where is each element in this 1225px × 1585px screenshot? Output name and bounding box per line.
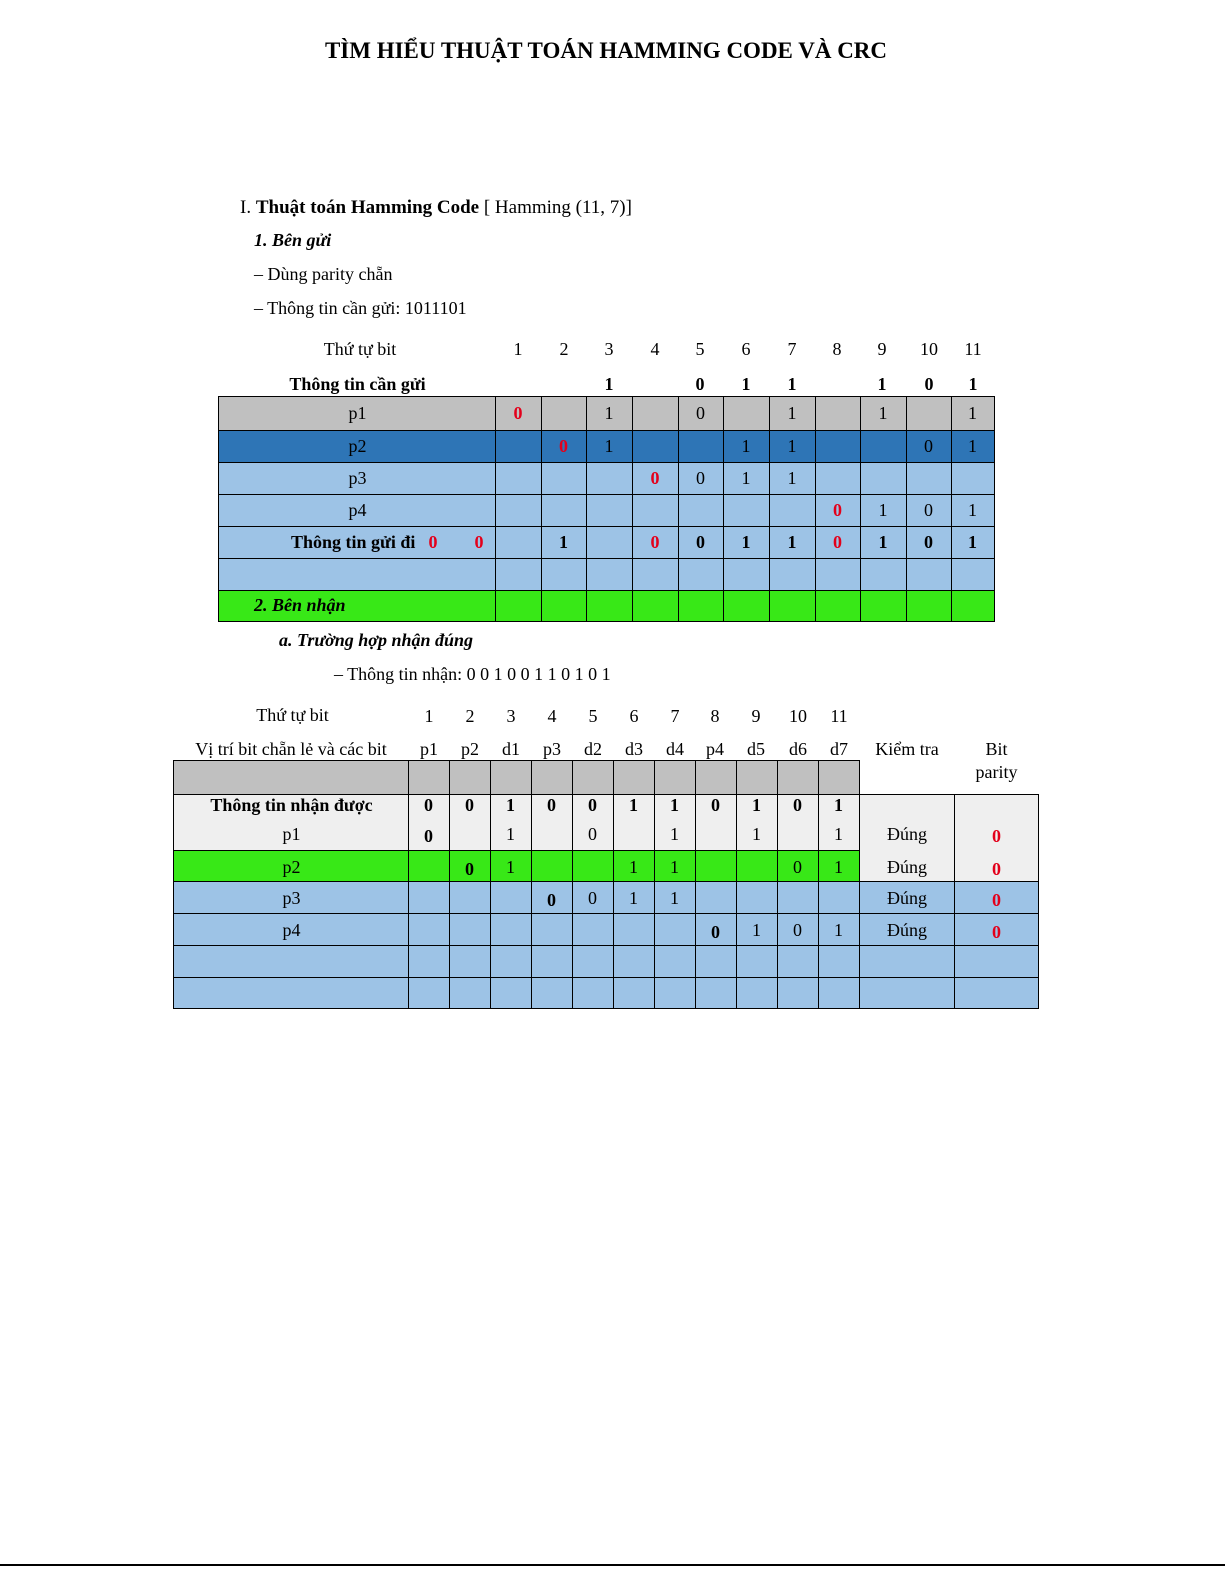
bit-role-label: Vị trí bit chẵn lẻ và các bit: [195, 739, 387, 759]
grid-line-v: [815, 396, 816, 622]
received-bit: 1: [670, 795, 679, 815]
grid-line-v: [613, 760, 614, 1009]
received-bit: 1: [506, 795, 515, 815]
parity-bit: 0: [465, 859, 474, 879]
grid-line-v: [906, 396, 907, 622]
grid-line-h: [218, 494, 995, 495]
grid-line-v: [541, 396, 542, 622]
info-bit: 0: [924, 374, 934, 394]
received-label: Thông tin nhận được: [210, 795, 373, 815]
grid-line-v: [769, 396, 770, 622]
check-result: Đúng: [887, 857, 927, 877]
data-bit: 1: [834, 824, 843, 844]
grid-line-v: [860, 396, 861, 622]
grid-line-h: [218, 621, 995, 622]
received-bit: 0: [793, 795, 802, 815]
section-heading: [240, 197, 632, 219]
bullet-received: – Thông tin nhận: 0 0 1 0 0 1 1 0 1 0 1: [334, 664, 611, 684]
bit-role: d3: [625, 739, 643, 759]
bit-order-label: Thứ tự bit: [256, 705, 329, 725]
parity-bit: 0: [513, 403, 523, 423]
grid-line-v: [495, 396, 496, 622]
parity-row-label: p2: [348, 436, 367, 456]
sent-bit: 1: [741, 532, 751, 552]
data-bit: 1: [787, 468, 797, 488]
parity-bit: 0: [547, 890, 556, 910]
check-result: Đúng: [887, 888, 927, 908]
bit-role: d7: [830, 739, 848, 759]
data-bit: 0: [696, 468, 705, 488]
grid-line-v: [490, 760, 491, 1009]
roles-row-bg: [173, 760, 859, 795]
sent-info-label: Thông tin gửi đi: [291, 532, 416, 552]
received-bit: 1: [629, 795, 638, 815]
sent-bit: 0: [833, 532, 842, 552]
bit-position: 10: [789, 706, 807, 726]
bit-position: 6: [741, 339, 751, 359]
grid-line-v: [678, 396, 679, 622]
bit-position: 1: [513, 339, 523, 359]
grid-line-h: [218, 590, 995, 591]
grid-line-h: [218, 462, 995, 463]
sent-bit: 1: [968, 532, 977, 552]
data-bit: 1: [968, 436, 977, 456]
bit-position: 5: [588, 706, 598, 726]
bit-role: d1: [502, 739, 520, 759]
grid-line-v: [859, 760, 860, 1009]
sent-bit: 0: [696, 532, 705, 552]
parity-header: parity: [975, 762, 1018, 782]
info-bit: 1: [741, 374, 751, 394]
parity-row-label: p4: [282, 920, 301, 940]
data-bit: 0: [793, 857, 802, 877]
parity-result: 0: [992, 890, 1001, 910]
subheading-sender: 1. Bên gửi: [254, 230, 332, 250]
data-bit: 1: [604, 436, 614, 456]
check-result: Đúng: [887, 920, 927, 940]
grid-line-v: [994, 396, 995, 622]
data-bit: 0: [588, 824, 597, 844]
data-bit: 1: [506, 824, 515, 844]
page-bottom-rule: [0, 1564, 1225, 1566]
parity-row-label: p3: [282, 888, 301, 908]
data-bit: 1: [629, 888, 638, 908]
data-bit: 1: [752, 920, 761, 940]
sent-bit: 1: [559, 532, 568, 552]
data-bit: 1: [968, 403, 977, 423]
grid-line-h: [218, 526, 995, 527]
sent-bit: 1: [787, 532, 797, 552]
bit-position: 3: [604, 339, 614, 359]
data-bit: 1: [752, 824, 761, 844]
grid-line-h: [173, 760, 860, 761]
data-bit: 1: [878, 403, 888, 423]
data-bit: 1: [787, 436, 797, 456]
bit-position: 10: [920, 339, 938, 359]
info-bit: 1: [787, 374, 797, 394]
parity-result: 0: [992, 922, 1001, 942]
grid-line-h: [173, 1008, 1039, 1009]
data-bit: 0: [793, 920, 802, 940]
parity-bit: 0: [711, 922, 720, 942]
parity-bit: 0: [559, 436, 568, 456]
bit-position: 3: [506, 706, 516, 726]
bit-position: 5: [695, 339, 705, 359]
sent-bit: 0: [650, 532, 660, 552]
received-bit: 0: [465, 795, 474, 815]
grid-line-h: [218, 558, 995, 559]
data-bit: 1: [604, 403, 614, 423]
grid-line-v: [586, 396, 587, 622]
bit-position: 7: [670, 706, 680, 726]
section-title: Thuật toán Hamming Code: [255, 197, 480, 218]
bit-role: p1: [420, 739, 438, 759]
data-bit: 1: [741, 436, 751, 456]
info-bit: 1: [968, 374, 978, 394]
bit-role: p2: [461, 739, 479, 759]
bit-role: d2: [584, 739, 602, 759]
bit-position: 8: [832, 339, 842, 359]
data-bit: 1: [968, 500, 977, 520]
grid-line-v: [218, 396, 219, 622]
grid-line-v: [695, 760, 696, 1009]
parity-row-label: p2: [282, 857, 301, 877]
parity-header: Bit: [985, 739, 1008, 759]
grid-line-h: [173, 850, 860, 851]
received-bit: 0: [424, 795, 433, 815]
parity-row-label: p1: [282, 824, 301, 844]
data-bit: 0: [924, 500, 933, 520]
received-bit: 0: [547, 795, 556, 815]
data-bit: 1: [834, 920, 843, 940]
grid-line-v: [954, 794, 955, 1009]
bit-role: p3: [543, 739, 561, 759]
parity-row-label: p1: [348, 403, 367, 423]
data-bit: 1: [506, 857, 515, 877]
grid-line-v: [572, 760, 573, 1009]
sent-bit: 1: [878, 532, 888, 552]
parity-result: 0: [992, 826, 1001, 846]
bit-position: 4: [547, 706, 557, 726]
data-bit: 0: [696, 403, 705, 423]
bit-position: 1: [424, 706, 434, 726]
data-bit: 1: [670, 888, 679, 908]
bit-position: 7: [787, 339, 797, 359]
bit-position: 11: [830, 706, 848, 726]
parity-row-label: p3: [348, 468, 367, 488]
data-bit: 0: [588, 888, 597, 908]
section-number: I.: [240, 197, 252, 218]
parity-bit: 0: [650, 468, 660, 488]
grid-line-v: [818, 760, 819, 1009]
data-bit: 1: [741, 468, 751, 488]
bit-position: 11: [964, 339, 982, 359]
bit-position: 8: [710, 706, 720, 726]
grid-line-v: [173, 760, 174, 1009]
bit-role: d6: [789, 739, 807, 759]
data-bit: 1: [629, 857, 638, 877]
data-bit: 1: [878, 500, 888, 520]
data-bit: 1: [670, 824, 679, 844]
data-bit: 0: [924, 436, 933, 456]
bullet-parity: – Dùng parity chẵn: [254, 264, 393, 284]
info-bit: 1: [877, 374, 887, 394]
grid-line-v: [632, 396, 633, 622]
data-bit: 1: [834, 857, 843, 877]
parity-result: 0: [992, 859, 1001, 879]
check-result: Đúng: [887, 824, 927, 844]
check-header: Kiểm tra: [875, 739, 939, 759]
table-row-bg: [218, 558, 994, 590]
received-bit: 0: [711, 795, 720, 815]
parity-bit: 0: [833, 500, 842, 520]
parity-row-label: p4: [348, 500, 367, 520]
info-bit: 1: [604, 374, 614, 394]
subheading-correct-case: a. Trường hợp nhận đúng: [279, 630, 474, 650]
bit-position: 2: [465, 706, 475, 726]
received-bit: 1: [752, 795, 761, 815]
bit-position: 9: [877, 339, 887, 359]
grid-line-v: [1038, 794, 1039, 1009]
grid-line-h: [218, 396, 995, 397]
data-bit: 1: [787, 403, 797, 423]
grid-line-v: [723, 396, 724, 622]
info-to-send-label: Thông tin cần gửi: [289, 374, 426, 394]
info-bit: 0: [695, 374, 705, 394]
grid-line-v: [408, 760, 409, 1009]
bit-position: 4: [650, 339, 660, 359]
grid-line-h: [173, 881, 1039, 882]
bit-position: 9: [751, 706, 761, 726]
grid-line-h: [218, 430, 995, 431]
bit-position: 2: [559, 339, 569, 359]
sent-parity-bit: 0: [428, 532, 438, 552]
grid-line-h: [173, 794, 1039, 795]
received-bit: 0: [588, 795, 597, 815]
bit-order-label: Thứ tự bit: [323, 339, 397, 359]
bit-role: d4: [666, 739, 684, 759]
grid-line-v: [449, 760, 450, 1009]
grid-line-v: [777, 760, 778, 1009]
subheading-receiver: 2. Bên nhận: [254, 595, 346, 615]
bit-role: p4: [706, 739, 724, 759]
grid-line-h: [173, 913, 1039, 914]
grid-line-v: [951, 396, 952, 622]
bullet-info: – Thông tin cần gửi: 1011101: [254, 298, 467, 318]
bit-role: d5: [747, 739, 765, 759]
grid-line-v: [531, 760, 532, 1009]
parity-bit: 0: [424, 826, 433, 846]
grid-line-v: [736, 760, 737, 1009]
grid-line-h: [173, 977, 1039, 978]
received-bit: 1: [834, 795, 843, 815]
sent-bit: 0: [924, 532, 933, 552]
section-subtitle: [ Hamming (11, 7)]: [483, 197, 632, 218]
sent-parity-bit: 0: [474, 532, 484, 552]
grid-line-v: [654, 760, 655, 1009]
bit-position: 6: [629, 706, 639, 726]
data-bit: 1: [670, 857, 679, 877]
page-title: TÌM HIỂU THUẬT TOÁN HAMMING CODE VÀ CRC: [324, 38, 888, 63]
grid-line-h: [173, 945, 1039, 946]
